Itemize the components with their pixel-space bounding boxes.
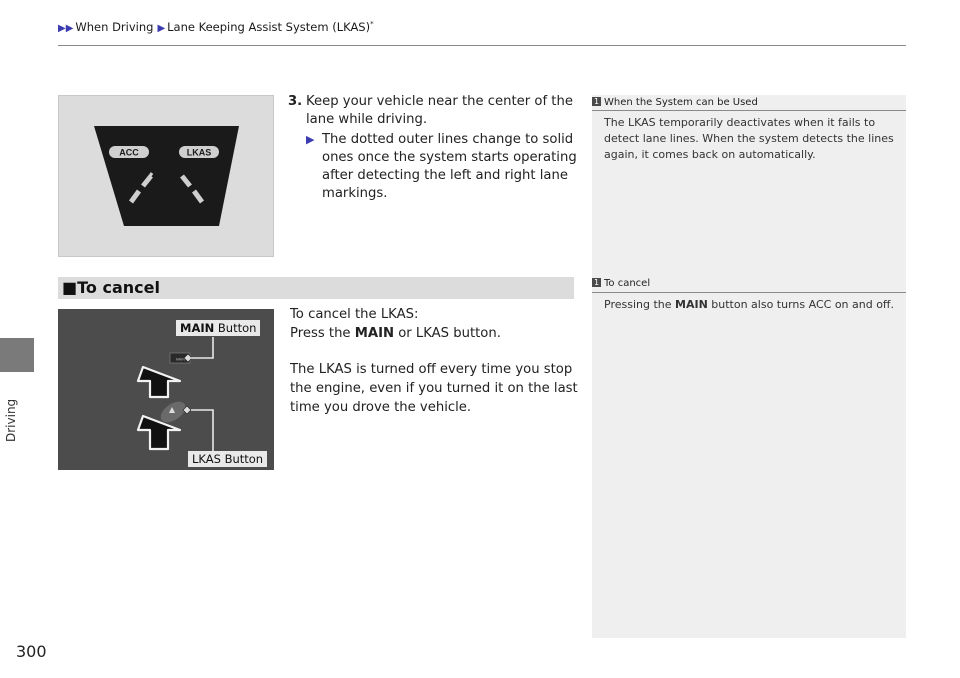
lkas-button-callout: LKAS Button: [188, 451, 267, 467]
note-when-system-used: [592, 97, 906, 163]
section-title: ■To cancel: [62, 278, 160, 297]
bullet-arrow-icon: ▶: [306, 133, 315, 146]
chapter-tab-label: Driving: [4, 398, 18, 442]
section-marker-icon: ■: [62, 278, 78, 297]
cancel-intro: To cancel the LKAS:: [290, 307, 419, 322]
note-to-cancel: [592, 278, 906, 313]
lkas-leader-line: [191, 410, 213, 451]
header-divider: [58, 45, 906, 46]
cancel-instructions: [290, 305, 580, 417]
main-leader-line: [191, 337, 213, 358]
breadcrumb-arrow-icon: ▶▶: [58, 23, 74, 34]
main-button-icon: [170, 353, 192, 363]
step-sub-bullet: ▶ The dotted outer lines change to solid ones once the system starts operating after detecting the left and right lane markings.: [306, 132, 577, 201]
acc-indicator-label: ACC: [119, 147, 139, 158]
lkas-indicator-label: LKAS: [186, 147, 212, 158]
note-body: The LKAS temporarily deactivates when it fails to detect lane lines. When the system detects the lines again, it comes back on automatically.: [604, 116, 894, 161]
page-number: 300: [16, 642, 47, 661]
press-arrow-icon: [138, 367, 180, 397]
step-text: Keep your vehicle near the center of the lane while driving.: [306, 94, 573, 127]
main-button-tiny-label: MAIN: [176, 357, 185, 362]
note-body: Pressing the MAIN button also turns ACC on and off.: [604, 298, 895, 311]
steering-buttons-figure: [58, 309, 274, 470]
notes-column: [592, 95, 906, 638]
main-button-callout: MAIN Button: [176, 320, 260, 336]
press-arrow-icon: [138, 416, 180, 449]
breadcrumb: [58, 20, 374, 34]
note-marker-icon: 1: [593, 278, 600, 287]
chapter-tab: [0, 338, 34, 372]
cancel-note-paragraph: The LKAS is turned off every time you stop the engine, even if you turned it on the last time you drove the vehicle.: [290, 362, 578, 415]
step-number: 3.: [288, 94, 303, 109]
note-marker-icon: 1: [593, 97, 600, 106]
lkas-display-figure: [58, 95, 274, 257]
breadcrumb-item-lkas[interactable]: Lane Keeping Assist System (LKAS): [167, 20, 371, 34]
breadcrumb-item-when-driving[interactable]: When Driving: [75, 20, 154, 34]
footnote-marker: *: [370, 20, 374, 29]
note-title: 1 When the System can be Used: [593, 97, 758, 108]
cancel-press-line: Press the MAIN or LKAS button.: [290, 326, 501, 341]
note-title: 1 To cancel: [593, 278, 651, 289]
lkas-display-illustration: [59, 96, 273, 256]
breadcrumb-arrow-icon: ▶: [157, 23, 166, 34]
step-3: [288, 93, 578, 203]
